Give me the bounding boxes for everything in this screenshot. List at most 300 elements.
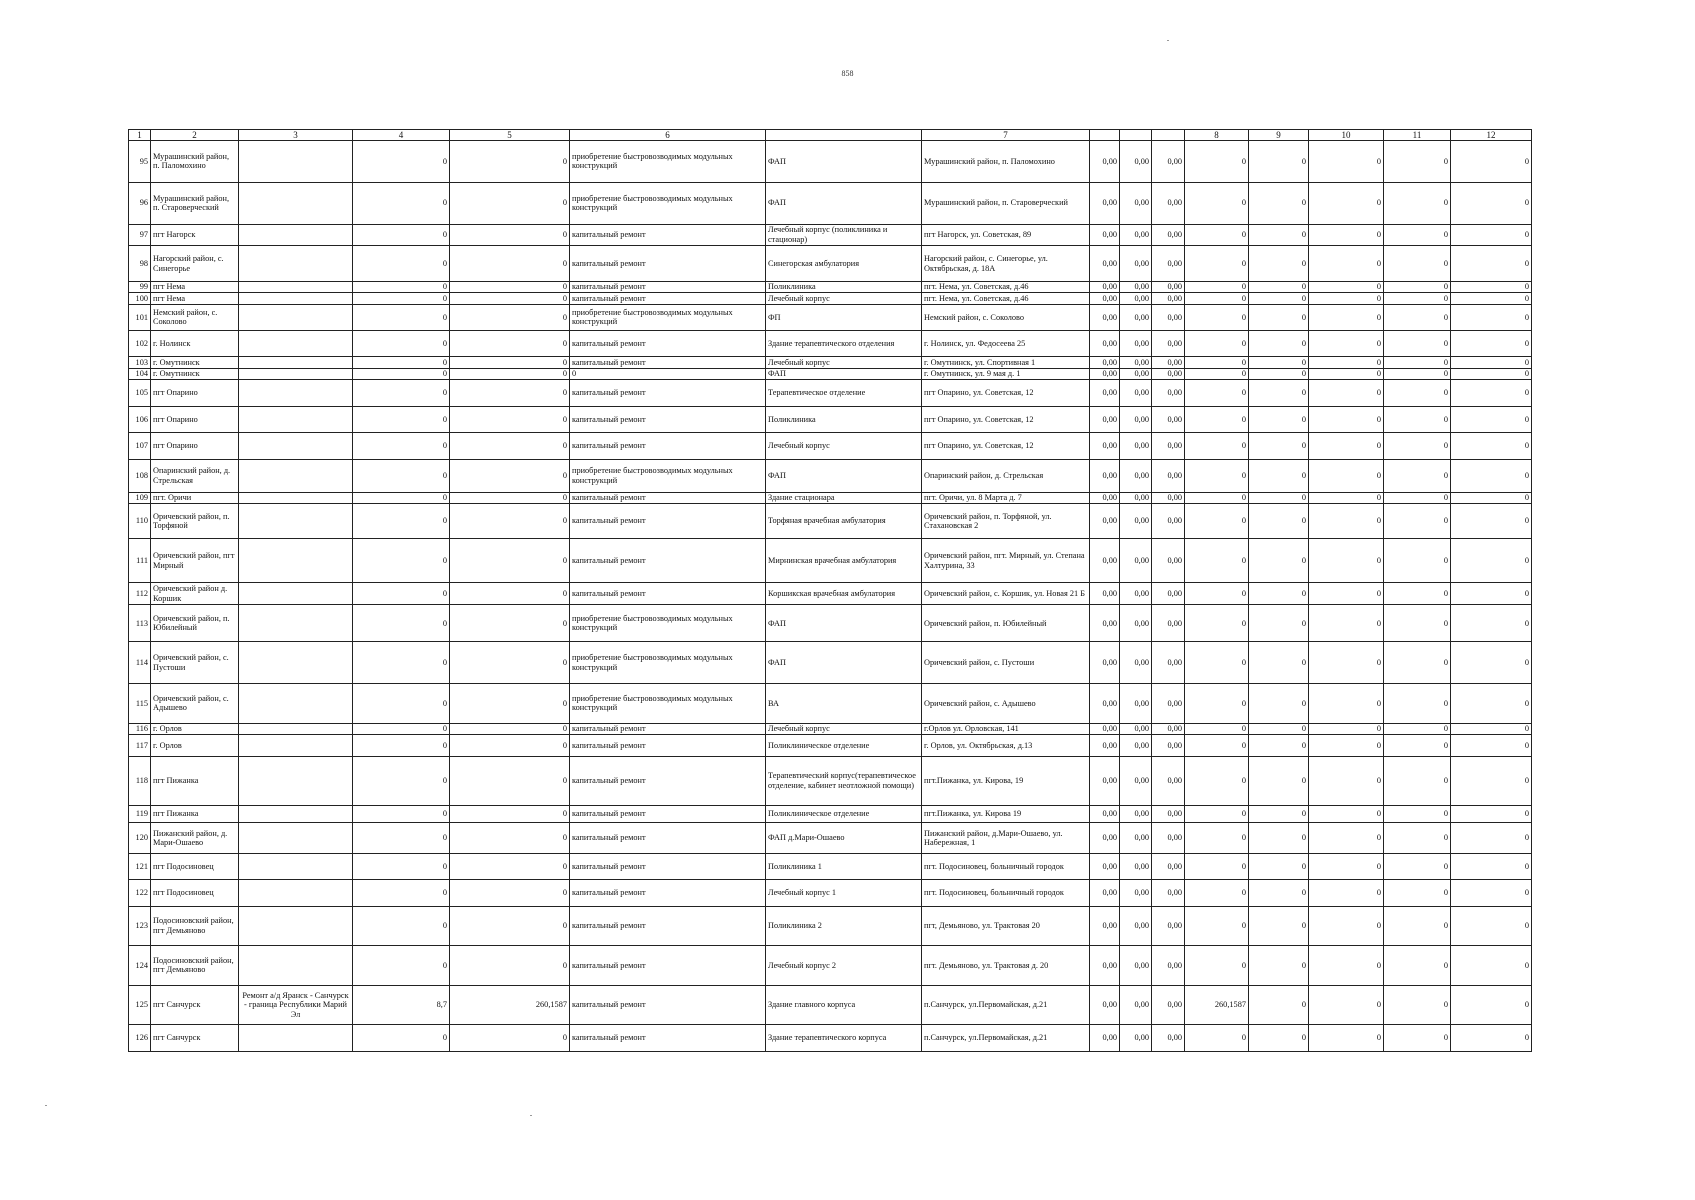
- amount-cell: 0: [1185, 735, 1249, 757]
- amount-cell: 0: [1309, 224, 1384, 246]
- amount-cell: 0: [1384, 357, 1451, 369]
- amount-cell: 0,00: [1120, 141, 1152, 183]
- row-number-cell: 97: [129, 224, 151, 246]
- amount-cell: 0: [1249, 304, 1309, 330]
- address-cell: Пижанский район, д.Мари-Ошаево, ул. Набережная, 1: [922, 823, 1090, 854]
- project-cell: [239, 605, 353, 642]
- amount-cell: 0: [1249, 985, 1309, 1025]
- value-cell: 0: [353, 823, 450, 854]
- amount-cell: 0: [1309, 293, 1384, 305]
- amount-cell: 0,00: [1120, 304, 1152, 330]
- table-row: [129, 293, 1532, 305]
- project-cell: [239, 823, 353, 854]
- object-cell: ФАП: [766, 182, 922, 224]
- place-cell: Нагорский район, с. Синегорье: [151, 246, 239, 281]
- amount-cell: 0,00: [1090, 539, 1120, 583]
- scan-speck: [530, 1115, 532, 1116]
- place-cell: Опаринский район, д. Стрельская: [151, 459, 239, 492]
- amount-cell: 0: [1384, 504, 1451, 539]
- amount-cell: 0: [1451, 357, 1532, 369]
- work-type-cell: капитальный ремонт: [570, 723, 766, 735]
- value-cell: 0: [353, 331, 450, 357]
- amount-cell: 0: [1185, 141, 1249, 183]
- object-cell: Терапевтический корпус(терапевтическое отделение, кабинет неотложной помощи): [766, 757, 922, 805]
- place-cell: пгт Нагорск: [151, 224, 239, 246]
- amount-cell: 0: [1451, 504, 1532, 539]
- place-cell: Подосиновский район, пгт Демьяново: [151, 906, 239, 946]
- amount-cell: 0: [1249, 492, 1309, 504]
- table-row: [129, 368, 1532, 380]
- object-cell: Поликлиника: [766, 281, 922, 293]
- table-row: [129, 406, 1532, 432]
- address-cell: пгт. Оричи, ул. 8 Марта д. 7: [922, 492, 1090, 504]
- amount-cell: 0: [1185, 293, 1249, 305]
- amount-cell: 0: [1384, 293, 1451, 305]
- row-number-cell: 113: [129, 605, 151, 642]
- amount-cell: 0: [1384, 906, 1451, 946]
- amount-cell: 0: [1384, 246, 1451, 281]
- amount-cell: 0,00: [1090, 1025, 1120, 1052]
- value-cell: 0: [353, 735, 450, 757]
- value-cell: 0: [353, 805, 450, 823]
- row-number-cell: 95: [129, 141, 151, 183]
- amount-cell: 0: [1249, 946, 1309, 986]
- table-row: [129, 946, 1532, 986]
- amount-cell: 0: [1185, 906, 1249, 946]
- value-cell: 260,1587: [450, 985, 570, 1025]
- address-cell: Оричевский район, п. Торфяной, ул. Стахановская 2: [922, 504, 1090, 539]
- amount-cell: 0: [1309, 304, 1384, 330]
- amount-cell: 0: [1309, 880, 1384, 906]
- object-cell: Лечебный корпус 1: [766, 880, 922, 906]
- amount-cell: 0,00: [1090, 605, 1120, 642]
- amount-cell: 0: [1451, 459, 1532, 492]
- header-cell: [766, 130, 922, 141]
- amount-cell: 0,00: [1120, 246, 1152, 281]
- amount-cell: 0: [1185, 684, 1249, 724]
- object-cell: Лечебный корпус (поликлиника и стационар): [766, 224, 922, 246]
- project-cell: [239, 304, 353, 330]
- amount-cell: 0,00: [1152, 293, 1185, 305]
- work-type-cell: капитальный ремонт: [570, 281, 766, 293]
- amount-cell: 0: [1309, 368, 1384, 380]
- address-cell: Оричевский район, с. Адышево: [922, 684, 1090, 724]
- object-cell: ФАП: [766, 605, 922, 642]
- amount-cell: 0: [1309, 906, 1384, 946]
- amount-cell: 0: [1249, 684, 1309, 724]
- amount-cell: 0: [1309, 331, 1384, 357]
- amount-cell: 0: [1185, 331, 1249, 357]
- amount-cell: 0: [1185, 182, 1249, 224]
- page-number: 858: [841, 69, 854, 78]
- address-cell: п.Санчурск, ул.Первомайская, д.21: [922, 985, 1090, 1025]
- work-type-cell: капитальный ремонт: [570, 1025, 766, 1052]
- amount-cell: 0: [1185, 642, 1249, 684]
- work-type-cell: капитальный ремонт: [570, 406, 766, 432]
- amount-cell: 0: [1451, 823, 1532, 854]
- value-cell: 0: [353, 380, 450, 406]
- amount-cell: 0: [1451, 380, 1532, 406]
- value-cell: 0: [450, 805, 570, 823]
- amount-cell: 0: [1309, 946, 1384, 986]
- amount-cell: 0: [1309, 605, 1384, 642]
- place-cell: пгт Опарино: [151, 406, 239, 432]
- address-cell: г. Омутнинск, ул. Спортивная 1: [922, 357, 1090, 369]
- address-cell: г. Орлов, ул. Октябрьская, д.13: [922, 735, 1090, 757]
- value-cell: 0: [353, 880, 450, 906]
- value-cell: 0: [353, 433, 450, 459]
- place-cell: пгт Нема: [151, 281, 239, 293]
- amount-cell: 0: [1384, 224, 1451, 246]
- value-cell: 0: [353, 583, 450, 605]
- table-row: [129, 246, 1532, 281]
- place-cell: г. Орлов: [151, 723, 239, 735]
- value-cell: 0: [450, 1025, 570, 1052]
- amount-cell: 0,00: [1090, 304, 1120, 330]
- work-type-cell: капитальный ремонт: [570, 224, 766, 246]
- object-cell: Лечебный корпус: [766, 357, 922, 369]
- object-cell: Поликлиника: [766, 406, 922, 432]
- amount-cell: 0: [1309, 281, 1384, 293]
- row-number-cell: 108: [129, 459, 151, 492]
- project-cell: [239, 539, 353, 583]
- table-row: [129, 224, 1532, 246]
- amount-cell: 0: [1451, 642, 1532, 684]
- amount-cell: 0: [1384, 182, 1451, 224]
- amount-cell: 0: [1384, 757, 1451, 805]
- amount-cell: 0: [1249, 583, 1309, 605]
- address-cell: пгт.Пижанка, ул. Кирова 19: [922, 805, 1090, 823]
- project-cell: [239, 583, 353, 605]
- place-cell: пгт Пижанка: [151, 757, 239, 805]
- project-cell: [239, 1025, 353, 1052]
- project-cell: Ремонт а/д Яранск - Санчурск - граница Республики Марий Эл: [239, 985, 353, 1025]
- amount-cell: 0,00: [1090, 880, 1120, 906]
- row-number-cell: 103: [129, 357, 151, 369]
- header-cell: 4: [353, 130, 450, 141]
- address-cell: г.Орлов ул. Орловская, 141: [922, 723, 1090, 735]
- table-row: [129, 304, 1532, 330]
- amount-cell: 0: [1249, 504, 1309, 539]
- amount-cell: 0,00: [1120, 735, 1152, 757]
- amount-cell: 0,00: [1090, 224, 1120, 246]
- table-row: [129, 823, 1532, 854]
- amount-cell: 0,00: [1120, 406, 1152, 432]
- amount-cell: 0: [1451, 985, 1532, 1025]
- amount-cell: 0: [1185, 853, 1249, 879]
- amount-cell: 0,00: [1152, 368, 1185, 380]
- amount-cell: 0,00: [1120, 985, 1152, 1025]
- amount-cell: 0,00: [1120, 368, 1152, 380]
- amount-cell: 0: [1451, 735, 1532, 757]
- value-cell: 0: [450, 853, 570, 879]
- value-cell: 8,7: [353, 985, 450, 1025]
- amount-cell: 0,00: [1090, 433, 1120, 459]
- amount-cell: 0: [1185, 1025, 1249, 1052]
- table-row: [129, 492, 1532, 504]
- amount-cell: 0,00: [1090, 684, 1120, 724]
- amount-cell: 0: [1249, 723, 1309, 735]
- amount-cell: 0: [1384, 368, 1451, 380]
- amount-cell: 0: [1249, 642, 1309, 684]
- amount-cell: 0: [1185, 805, 1249, 823]
- amount-cell: 0: [1309, 492, 1384, 504]
- value-cell: 0: [450, 735, 570, 757]
- amount-cell: 0,00: [1152, 459, 1185, 492]
- header-cell: 3: [239, 130, 353, 141]
- object-cell: Лечебный корпус: [766, 433, 922, 459]
- project-cell: [239, 735, 353, 757]
- table-row: [129, 504, 1532, 539]
- row-number-cell: 105: [129, 380, 151, 406]
- amount-cell: 0: [1249, 224, 1309, 246]
- object-cell: ФАП: [766, 368, 922, 380]
- amount-cell: 0: [1249, 880, 1309, 906]
- value-cell: 0: [450, 246, 570, 281]
- value-cell: 0: [450, 293, 570, 305]
- amount-cell: 0: [1451, 757, 1532, 805]
- value-cell: 0: [450, 504, 570, 539]
- amount-cell: 0,00: [1152, 880, 1185, 906]
- header-cell: [1120, 130, 1152, 141]
- amount-cell: 0: [1185, 492, 1249, 504]
- table-row: [129, 539, 1532, 583]
- work-type-cell: приобретение быстровозводимых модульных конструкций: [570, 304, 766, 330]
- amount-cell: 0,00: [1120, 504, 1152, 539]
- header-cell: 9: [1249, 130, 1309, 141]
- table-row: [129, 642, 1532, 684]
- amount-cell: 0: [1451, 1025, 1532, 1052]
- place-cell: пгт. Оричи: [151, 492, 239, 504]
- work-type-cell: капитальный ремонт: [570, 293, 766, 305]
- project-cell: [239, 293, 353, 305]
- table-row: [129, 805, 1532, 823]
- place-cell: г. Орлов: [151, 735, 239, 757]
- amount-cell: 0,00: [1120, 224, 1152, 246]
- table-row: [129, 880, 1532, 906]
- amount-cell: 0: [1451, 880, 1532, 906]
- amount-cell: 0,00: [1090, 368, 1120, 380]
- row-number-cell: 100: [129, 293, 151, 305]
- amount-cell: 0: [1249, 1025, 1309, 1052]
- amount-cell: 0: [1451, 246, 1532, 281]
- amount-cell: 0,00: [1120, 723, 1152, 735]
- address-cell: г. Омутнинск, ул. 9 мая д. 1: [922, 368, 1090, 380]
- table-row: [129, 985, 1532, 1025]
- address-cell: Немский район, с. Соколово: [922, 304, 1090, 330]
- amount-cell: 0: [1249, 406, 1309, 432]
- amount-cell: 0: [1384, 492, 1451, 504]
- place-cell: г. Омутнинск: [151, 357, 239, 369]
- object-cell: Лечебный корпус 2: [766, 946, 922, 986]
- object-cell: Поликлиника 2: [766, 906, 922, 946]
- amount-cell: 0,00: [1120, 583, 1152, 605]
- value-cell: 0: [450, 723, 570, 735]
- project-cell: [239, 141, 353, 183]
- project-cell: [239, 642, 353, 684]
- amount-cell: 0,00: [1152, 642, 1185, 684]
- table-row: [129, 757, 1532, 805]
- row-number-cell: 124: [129, 946, 151, 986]
- place-cell: Оричевский район, пгт Мирный: [151, 539, 239, 583]
- amount-cell: 0,00: [1090, 906, 1120, 946]
- amount-cell: 0: [1309, 985, 1384, 1025]
- amount-cell: 0,00: [1120, 459, 1152, 492]
- header-cell: 11: [1384, 130, 1451, 141]
- value-cell: 0: [450, 642, 570, 684]
- object-cell: Торфяная врачебная амбулатория: [766, 504, 922, 539]
- amount-cell: 0: [1384, 380, 1451, 406]
- row-number-cell: 116: [129, 723, 151, 735]
- amount-cell: 0,00: [1152, 1025, 1185, 1052]
- value-cell: 0: [450, 304, 570, 330]
- value-cell: 0: [450, 757, 570, 805]
- amount-cell: 0: [1309, 642, 1384, 684]
- address-cell: пгт Опарино, ул. Советская, 12: [922, 380, 1090, 406]
- amount-cell: 0,00: [1090, 141, 1120, 183]
- amount-cell: 0: [1249, 141, 1309, 183]
- amount-cell: 0,00: [1120, 380, 1152, 406]
- address-cell: п.Санчурск, ул.Первомайская, д.21: [922, 1025, 1090, 1052]
- table-row: [129, 735, 1532, 757]
- amount-cell: 0: [1309, 823, 1384, 854]
- project-cell: [239, 504, 353, 539]
- amount-cell: 0: [1384, 985, 1451, 1025]
- amount-cell: 0: [1384, 880, 1451, 906]
- value-cell: 0: [450, 605, 570, 642]
- header-cell: [1152, 130, 1185, 141]
- value-cell: 0: [450, 906, 570, 946]
- amount-cell: 0: [1185, 459, 1249, 492]
- row-number-cell: 98: [129, 246, 151, 281]
- amount-cell: 0,00: [1152, 757, 1185, 805]
- address-cell: пгт. Нема, ул. Советская, д.46: [922, 293, 1090, 305]
- amount-cell: 0,00: [1152, 433, 1185, 459]
- table-row: [129, 684, 1532, 724]
- object-cell: Здание терапевтического отделения: [766, 331, 922, 357]
- amount-cell: 0: [1309, 539, 1384, 583]
- place-cell: г. Нолинск: [151, 331, 239, 357]
- value-cell: 0: [353, 281, 450, 293]
- amount-cell: 0: [1384, 735, 1451, 757]
- value-cell: 0: [353, 642, 450, 684]
- amount-cell: 0,00: [1152, 380, 1185, 406]
- address-cell: Мурашинский район, п. Паломохино: [922, 141, 1090, 183]
- project-cell: [239, 684, 353, 724]
- amount-cell: 0,00: [1152, 331, 1185, 357]
- work-type-cell: капитальный ремонт: [570, 357, 766, 369]
- amount-cell: 0,00: [1090, 246, 1120, 281]
- row-number-cell: 121: [129, 853, 151, 879]
- work-type-cell: 0: [570, 368, 766, 380]
- amount-cell: 0: [1249, 906, 1309, 946]
- amount-cell: 0,00: [1152, 853, 1185, 879]
- row-number-cell: 119: [129, 805, 151, 823]
- amount-cell: 0: [1249, 281, 1309, 293]
- place-cell: Оричевский район д. Коршик: [151, 583, 239, 605]
- amount-cell: 0,00: [1090, 281, 1120, 293]
- work-type-cell: капитальный ремонт: [570, 757, 766, 805]
- amount-cell: 0,00: [1152, 141, 1185, 183]
- amount-cell: 0: [1309, 433, 1384, 459]
- amount-cell: 0,00: [1152, 539, 1185, 583]
- place-cell: Мурашинский район, п. Паломохино: [151, 141, 239, 183]
- project-cell: [239, 357, 353, 369]
- row-number-cell: 122: [129, 880, 151, 906]
- amount-cell: 0,00: [1120, 281, 1152, 293]
- amount-cell: 0,00: [1090, 380, 1120, 406]
- value-cell: 0: [353, 246, 450, 281]
- value-cell: 0: [353, 293, 450, 305]
- table-row: [129, 853, 1532, 879]
- value-cell: 0: [450, 433, 570, 459]
- object-cell: Лечебный корпус: [766, 723, 922, 735]
- amount-cell: 0: [1249, 182, 1309, 224]
- value-cell: 0: [450, 492, 570, 504]
- amount-cell: 0,00: [1152, 246, 1185, 281]
- work-type-cell: капитальный ремонт: [570, 805, 766, 823]
- table-row: [129, 182, 1532, 224]
- amount-cell: 0: [1309, 504, 1384, 539]
- project-cell: [239, 182, 353, 224]
- amount-cell: 0: [1185, 304, 1249, 330]
- project-cell: [239, 853, 353, 879]
- amount-cell: 0,00: [1152, 906, 1185, 946]
- table-row: [129, 433, 1532, 459]
- amount-cell: 0: [1309, 1025, 1384, 1052]
- amount-cell: 0: [1384, 723, 1451, 735]
- value-cell: 0: [450, 224, 570, 246]
- amount-cell: 0: [1451, 281, 1532, 293]
- address-cell: Мурашинский район, п. Староверческий: [922, 182, 1090, 224]
- table-row: [129, 459, 1532, 492]
- amount-cell: 0: [1384, 605, 1451, 642]
- value-cell: 0: [353, 1025, 450, 1052]
- header-cell: 12: [1451, 130, 1532, 141]
- header-cell: 2: [151, 130, 239, 141]
- amount-cell: 0: [1249, 459, 1309, 492]
- value-cell: 0: [353, 224, 450, 246]
- work-type-cell: приобретение быстровозводимых модульных конструкций: [570, 141, 766, 183]
- value-cell: 0: [353, 492, 450, 504]
- place-cell: Немский район, с. Соколово: [151, 304, 239, 330]
- amount-cell: 0: [1185, 281, 1249, 293]
- amount-cell: 0: [1451, 224, 1532, 246]
- amount-cell: 0: [1384, 281, 1451, 293]
- address-cell: Оричевский район, с. Пустоши: [922, 642, 1090, 684]
- amount-cell: 0: [1451, 368, 1532, 380]
- object-cell: Мирнинская врачебная амбулатория: [766, 539, 922, 583]
- amount-cell: 0,00: [1152, 823, 1185, 854]
- amount-cell: 0: [1185, 823, 1249, 854]
- address-cell: пгт Опарино, ул. Советская, 12: [922, 433, 1090, 459]
- amount-cell: 0,00: [1090, 853, 1120, 879]
- value-cell: 0: [353, 853, 450, 879]
- work-type-cell: капитальный ремонт: [570, 504, 766, 539]
- address-cell: пгт. Демьяново, ул. Трактовая д. 20: [922, 946, 1090, 986]
- row-number-cell: 123: [129, 906, 151, 946]
- amount-cell: 0,00: [1120, 182, 1152, 224]
- amount-cell: 0,00: [1120, 293, 1152, 305]
- amount-cell: 0,00: [1090, 985, 1120, 1025]
- project-cell: [239, 757, 353, 805]
- amount-cell: 0,00: [1120, 823, 1152, 854]
- table-row: [129, 141, 1532, 183]
- amount-cell: 0: [1185, 433, 1249, 459]
- row-number-cell: 118: [129, 757, 151, 805]
- object-cell: Здание терапевтического корпуса: [766, 1025, 922, 1052]
- amount-cell: 0,00: [1152, 406, 1185, 432]
